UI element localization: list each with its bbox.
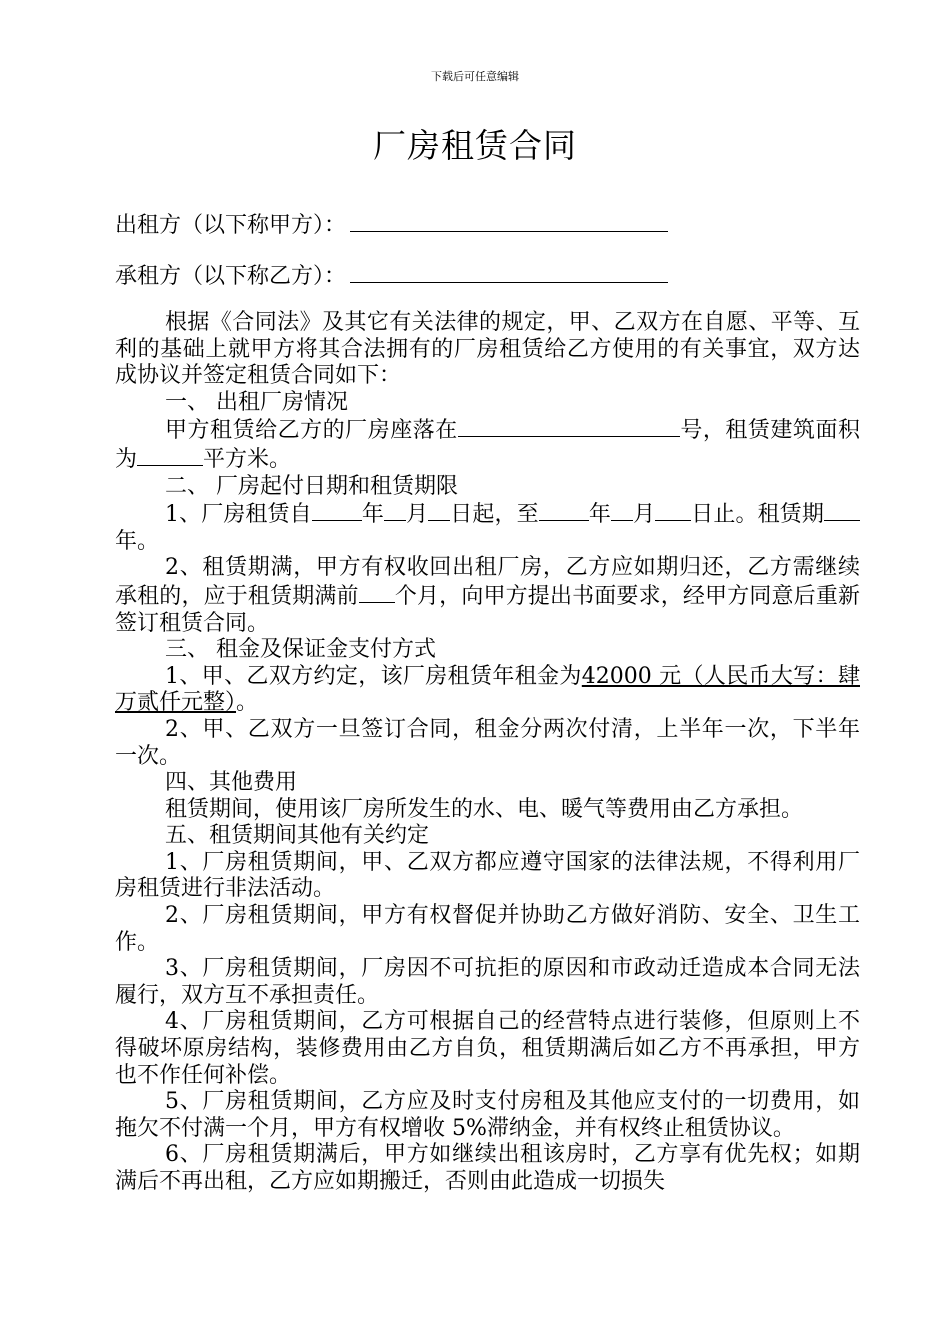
year-label: 年 (361, 502, 384, 528)
term-end-label: 日止。租赁期 (691, 502, 824, 528)
section-3-item-1 (115, 664, 860, 717)
lessor-blank (350, 211, 668, 232)
end-day-blank (655, 500, 691, 521)
section-2-heading: 二、 厂房起付日期和租赁期限 (165, 473, 458, 499)
rent-period: 。 (236, 690, 259, 716)
renewal-text-a: 2、租赁期满，甲方有权收回出租厂房，乙方应如期归还，乙方需继续承租的，应于租赁期满前 (115, 555, 860, 609)
start-day-blank (428, 500, 450, 521)
lessor-label: 出租方（以下称甲方）： (115, 213, 347, 238)
section-5-heading: 五、租赁期间其他有关约定 (165, 823, 430, 849)
section-5-item-3: 3、厂房租赁期间，厂房因不可抗拒的原因和市政动迁造成本合同无法履行，双方互不承担责任。 (115, 956, 860, 1008)
document-title: 厂房租赁合同 (373, 126, 577, 165)
lessee-line (115, 262, 668, 290)
location-label: 甲方租赁给乙方的厂房座落在 (165, 418, 458, 444)
term-years-unit: 年。 (115, 528, 160, 554)
rent-label: 1、甲、乙双方约定，该厂房租赁年租金为 (165, 663, 582, 689)
intro-paragraph: 根据《合同法》及其它有关法律的规定，甲、乙双方在自愿、平等、互利的基础上就甲方将其合法拥有的厂房租赁给乙方使用的有关事宜，双方达成协议并签定租赁合同如下： (115, 310, 860, 389)
month-label: 月 (405, 502, 429, 528)
section-1-heading: 一、 出租厂房情况 (165, 389, 348, 415)
lessee-blank (350, 262, 668, 283)
lessee-label: 承租方（以下称乙方）： (115, 264, 347, 289)
end-year-blank (539, 500, 589, 521)
contract-body (115, 310, 860, 1196)
start-month-blank (384, 500, 406, 521)
month-label-2: 月 (632, 502, 656, 528)
section-4-item-1: 租赁期间，使用该厂房所发生的水、电、暖气等费用由乙方承担。 (165, 796, 804, 822)
section-5-item-5: 5、厂房租赁期间，乙方应及时支付房租及其他应支付的一切费用，如拖欠不付满一个月，甲方有权增收 5%滞纳金，并有权终止租赁协议。 (115, 1089, 860, 1141)
section-3-heading: 三、 租金及保证金支付方式 (165, 637, 436, 663)
location-blank (458, 416, 680, 437)
section-5-item-4: 4、厂房租赁期间，乙方可根据自己的经营特点进行装修，但原则上不得破坏原房结构，装修费用由乙方自负，租赁期满后如乙方不再承担，甲方也不作任何补偿。 (115, 1009, 860, 1088)
section-5-item-6: 6、厂房租赁期满后，甲方如继续出租该房时，乙方享有优先权；如期满后不再出租，乙方应如期搬迁，否则由此造成一切损失 (115, 1142, 860, 1194)
section-2-item-2 (115, 555, 860, 637)
lessor-line (115, 211, 668, 239)
term-years-blank (824, 500, 860, 521)
section-1-paragraph (115, 416, 860, 473)
section-3-item-2: 2、甲、乙双方一旦签订合同，租金分两次付清，上半年一次，下半年一次。 (115, 716, 860, 769)
section-5-item-2: 2、厂房租赁期间，甲方有权督促并协助乙方做好消防、安全、卫生工作。 (115, 903, 860, 955)
year-label-2: 年 (588, 502, 611, 528)
section-4-heading: 四、其他费用 (165, 770, 298, 796)
day-from-label: 日起，至 (450, 502, 539, 528)
area-blank (137, 445, 203, 466)
notice-months-blank (359, 582, 395, 603)
area-unit: 平方米。 (203, 446, 292, 472)
rent-amount: 42000 元（人民币大写：肆万贰仟元整） (115, 663, 860, 716)
term-from-label: 1、厂房租赁自 (165, 502, 312, 528)
renewal-text-b: 个月，向甲方提出书面要求，经甲方同意后重新签订租赁合同。 (115, 583, 860, 636)
section-2-item-1 (115, 500, 860, 555)
header-note: 下载后可任意编辑 (431, 70, 519, 83)
section-5-item-1: 1、厂房租赁期间，甲、乙双方都应遵守国家的法律法规，不得利用厂房租赁进行非法活动。 (115, 849, 860, 902)
end-month-blank (611, 500, 633, 521)
start-year-blank (312, 500, 362, 521)
area-label: 号，租赁建筑面积为 (115, 418, 860, 472)
